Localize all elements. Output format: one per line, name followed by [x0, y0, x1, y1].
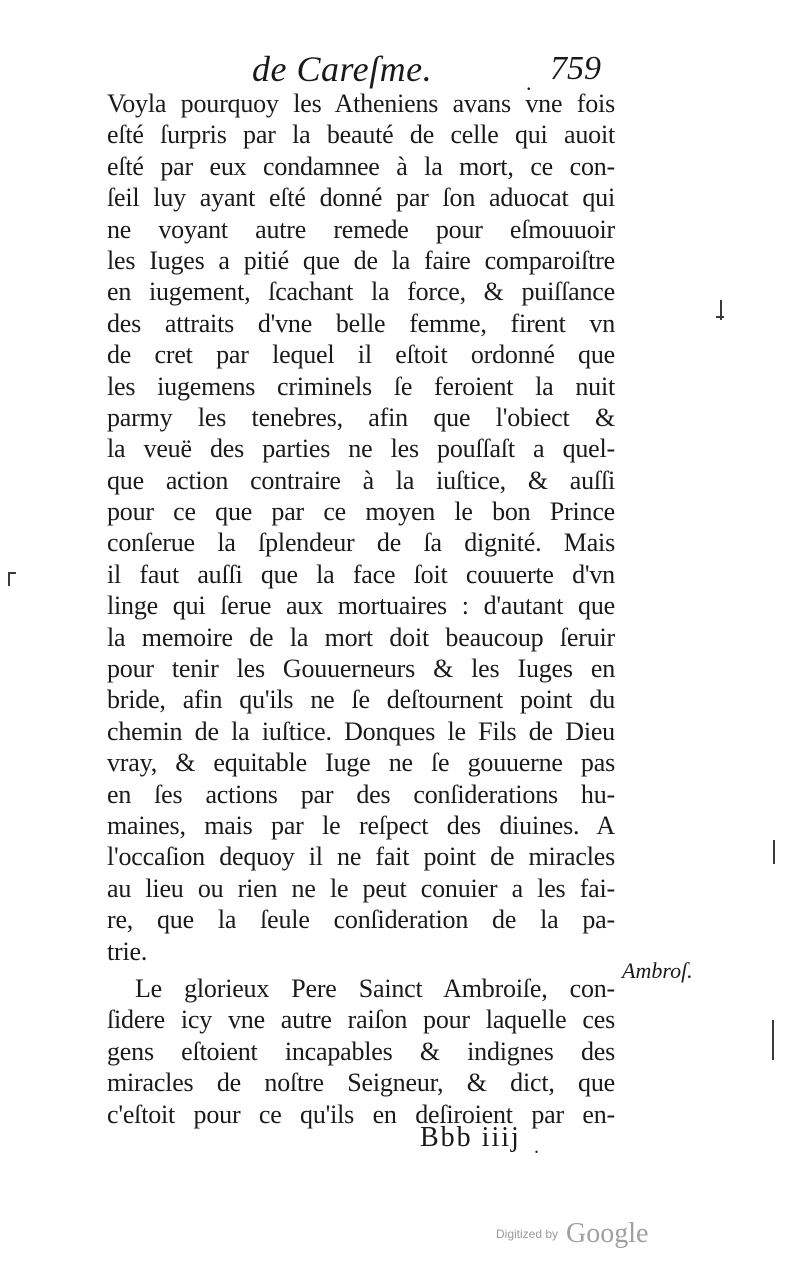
text-line: eſté par eux condamnee à la mort, ce con- — [107, 151, 615, 181]
text-line: eſté ſurpris par la beauté de celle qui auoit — [107, 120, 615, 150]
main-text — [107, 88, 615, 1130]
text-line: il faut auſſi que la face ſoit couuerte d'vn — [107, 559, 615, 589]
scan-speck — [10, 572, 16, 574]
text-line: Le glorieux Pere Sainct Ambroiſe, con- — [135, 973, 615, 1003]
watermark-brand: Google — [566, 1218, 649, 1249]
text-line: ne voyant autre remede pour eſmouuoir — [107, 214, 615, 244]
text-line: la memoire de la mort doit beaucoup ſeruir — [107, 622, 615, 652]
text-line: ſeil luy ayant eſté donné par ſon aduocat qui — [107, 183, 615, 213]
scan-speck — [773, 840, 775, 864]
scan-speck — [772, 1020, 774, 1060]
running-title: de Careſme. — [252, 49, 433, 89]
text-line: c'eſtoit pour ce qu'ils en deſiroient par en- — [107, 1099, 615, 1129]
scan-speck — [8, 572, 10, 586]
signature-mark: Bbb iiij — [420, 1122, 521, 1153]
text-line: maines, mais par le reſpect des diuines. A — [107, 810, 615, 840]
text-line: l'occaſion dequoy il ne fait point de miracles — [107, 842, 615, 872]
text-line: ſidere icy vne autre raiſon pour laquelle ces — [107, 1005, 615, 1035]
scan-speck — [716, 316, 724, 318]
text-line: pour ce que par ce moyen le bon Prince — [107, 497, 615, 527]
text-line: conſerue la ſplendeur de ſa dignité. Mais — [107, 528, 615, 558]
header-dot: . — [526, 70, 532, 95]
text-line: de cret par lequel il eſtoit ordonné que — [107, 340, 615, 370]
margin-note: Ambroſ. — [622, 958, 693, 983]
text-line: les iugemens criminels ſe feroient la nuit — [107, 371, 615, 401]
text-line: pour tenir les Gouuerneurs & les Iuges en — [107, 654, 615, 684]
text-line: la veuë des parties ne les pouſſaſt a quel- — [107, 434, 615, 464]
text-line: miracles de noſtre Seigneur, & dict, que — [107, 1068, 615, 1098]
signature-dot: . — [534, 1136, 539, 1158]
text-line: au lieu ou rien ne le peut conuier a les fai- — [107, 873, 615, 903]
text-line: les Iuges a pitié que de la faire comparoiſtre — [107, 245, 615, 275]
page-number: 759 — [550, 50, 601, 87]
text-line: en ſes actions par des conſiderations hu- — [107, 779, 615, 809]
text-line: re, que la ſeule conſideration de la pa- — [107, 905, 615, 935]
text-line: Voyla pourquoy les Atheniens avans vne fois — [107, 89, 615, 118]
watermark-prefix: Digitized by — [496, 1227, 559, 1241]
text-line: linge qui ſerue aux mortuaires : d'autant que — [107, 591, 615, 621]
text-line: des attraits d'vne belle femme, firent vn — [107, 308, 615, 338]
text-line: chemin de la iuſtice. Donques le Fils de Dieu — [107, 716, 615, 746]
text-line: parmy les tenebres, afin que l'obiect & — [107, 402, 615, 432]
text-line: gens eſtoient incapables & indignes des — [107, 1036, 615, 1066]
text-line: trie. — [107, 936, 148, 966]
text-line: en iugement, ſcachant la force, & puiſſance — [107, 277, 615, 307]
text-line: que action contraire à la iuſtice, & auſſi — [107, 465, 615, 495]
text-line: vray, & equitable Iuge ne ſe gouuerne pas — [107, 748, 615, 778]
text-line: bride, afin qu'ils ne ſe deſtournent point du — [107, 685, 615, 715]
digitized-watermark — [496, 1218, 648, 1250]
